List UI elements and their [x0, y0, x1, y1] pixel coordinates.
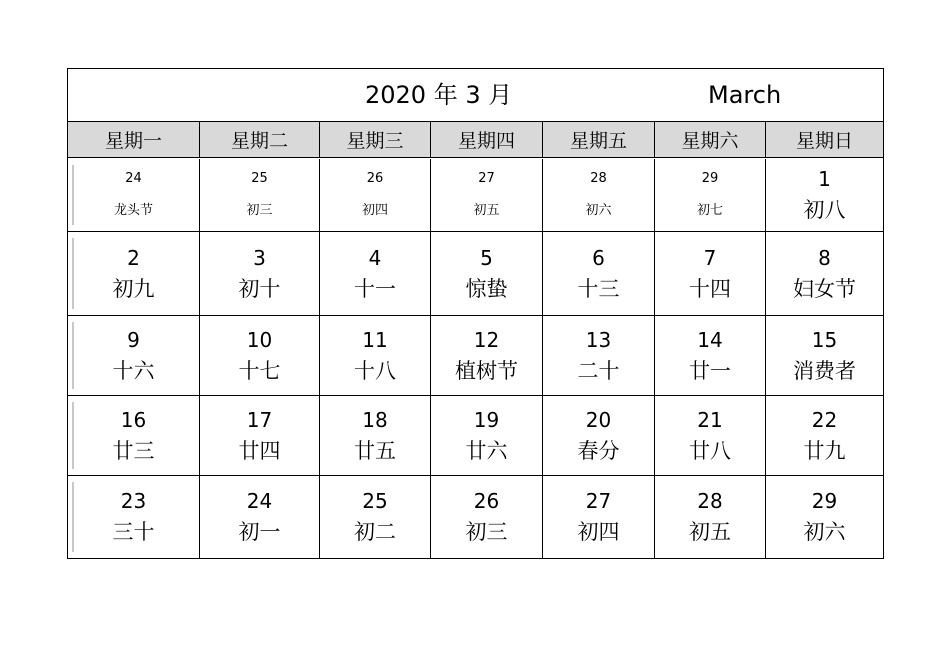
day-number: 20 [585, 407, 612, 432]
week-row [68, 159, 883, 232]
lunar-date: 植树节 [455, 358, 518, 383]
day-cell [766, 159, 883, 231]
day-number: 19 [473, 407, 500, 432]
weekday-label: 星期日 [795, 130, 853, 152]
day-cell [200, 476, 320, 558]
day-number: 26 [473, 489, 500, 513]
day-cell [431, 232, 543, 315]
day-number: 18 [362, 407, 388, 432]
day-number: 8 [818, 245, 831, 270]
lunar-date: 三十 [112, 520, 155, 544]
day-cell [431, 316, 543, 395]
day-cell [320, 476, 431, 558]
weekday-label: 星期二 [230, 130, 288, 152]
weekday-label: 星期五 [569, 130, 627, 152]
weekday-header-cell [766, 122, 883, 157]
day-cell [320, 396, 431, 475]
lunar-date: 十七 [238, 358, 281, 383]
week-row [68, 232, 883, 316]
day-cell [543, 316, 655, 395]
lunar-date: 初五 [689, 520, 731, 544]
day-cell [320, 159, 431, 231]
weekday-label: 星期四 [457, 130, 515, 152]
weekday-header-row [68, 122, 883, 158]
lunar-date: 二十 [577, 358, 620, 383]
day-number: 24 [246, 489, 273, 513]
day-number: 26 [366, 171, 384, 186]
weekday-label: 星期六 [681, 130, 739, 152]
day-cell [766, 476, 883, 558]
weekday-label: 星期三 [346, 130, 404, 152]
week-row [68, 316, 883, 396]
day-number: 28 [697, 489, 723, 513]
day-cell [68, 316, 200, 395]
lunar-date: 初三 [246, 203, 273, 218]
day-number: 23 [120, 489, 147, 513]
lunar-date: 十六 [112, 358, 155, 383]
day-cell [431, 159, 543, 231]
day-cell [431, 476, 543, 558]
day-cell [655, 476, 766, 558]
lunar-date: 廿四 [238, 438, 281, 463]
day-number: 16 [120, 407, 147, 432]
lunar-date: 初三 [465, 520, 508, 544]
lunar-date: 十四 [689, 276, 731, 301]
lunar-date: 十三 [577, 276, 620, 301]
day-number: 2 [127, 245, 140, 270]
day-number: 28 [590, 171, 607, 186]
day-cell [655, 232, 766, 315]
weekday-header-cell [200, 122, 320, 157]
day-number: 4 [368, 245, 382, 270]
day-number: 17 [246, 407, 273, 432]
lunar-date: 初七 [696, 203, 723, 218]
day-cell [655, 316, 766, 395]
lunar-date: 廿五 [354, 438, 396, 463]
lunar-date: 初一 [238, 520, 281, 544]
lunar-date: 廿三 [112, 438, 155, 463]
lunar-date: 十八 [354, 358, 396, 383]
day-number: 22 [811, 407, 838, 432]
day-number: 29 [701, 171, 719, 186]
day-cell [431, 396, 543, 475]
day-cell [543, 232, 655, 315]
weekday-header-cell [320, 122, 431, 157]
day-number: 6 [592, 245, 605, 270]
row-margin-rule [72, 165, 74, 225]
lunar-date: 初四 [577, 520, 620, 544]
day-cell [766, 232, 883, 315]
day-cell [68, 159, 200, 231]
lunar-date: 廿八 [689, 438, 731, 463]
weekday-header-cell [431, 122, 543, 157]
weekday-header-cell [68, 122, 200, 157]
day-number: 10 [246, 327, 273, 352]
day-cell [200, 396, 320, 475]
lunar-date: 廿九 [803, 438, 846, 463]
calendar-title-english: March [708, 81, 782, 109]
lunar-date: 廿一 [689, 358, 731, 383]
weekday-label: 星期一 [104, 130, 162, 152]
day-cell [320, 232, 431, 315]
lunar-date: 十一 [354, 276, 396, 301]
day-number: 3 [253, 245, 266, 270]
day-number: 9 [127, 327, 140, 352]
lunar-date: 龙头节 [113, 203, 153, 218]
lunar-date: 初六 [585, 203, 612, 218]
day-cell [68, 232, 200, 315]
day-number: 25 [251, 171, 268, 186]
lunar-date: 初八 [803, 198, 846, 222]
day-cell [320, 316, 431, 395]
day-number: 1 [818, 167, 831, 191]
day-cell [766, 396, 883, 475]
day-number: 15 [811, 327, 838, 352]
lunar-date: 初六 [803, 520, 846, 544]
day-number: 24 [125, 171, 142, 186]
lunar-date: 妇女节 [793, 276, 856, 301]
day-number: 12 [473, 327, 500, 352]
day-number: 27 [478, 171, 495, 186]
week-row [68, 476, 883, 558]
weekday-header-cell [543, 122, 655, 157]
day-cell [68, 396, 200, 475]
lunar-date: 初十 [238, 276, 281, 301]
lunar-date: 消费者 [793, 358, 856, 383]
row-margin-rule [72, 402, 74, 469]
calendar-title-row [68, 69, 883, 122]
day-cell [200, 316, 320, 395]
day-number: 14 [697, 327, 723, 352]
day-cell [543, 396, 655, 475]
lunar-date: 春分 [577, 438, 620, 463]
day-number: 27 [585, 489, 612, 513]
day-cell [543, 476, 655, 558]
week-row [68, 396, 883, 476]
day-cell [655, 159, 766, 231]
day-cell [200, 159, 320, 231]
lunar-date: 初四 [361, 203, 388, 218]
day-number: 21 [697, 407, 723, 432]
calendar-title-chinese: 2020 年 3 月 [365, 81, 513, 109]
day-number: 5 [480, 245, 493, 270]
calendar-table [67, 68, 884, 559]
row-margin-rule [72, 238, 74, 309]
row-margin-rule [72, 322, 74, 389]
weekday-header-cell [655, 122, 766, 157]
day-cell [655, 396, 766, 475]
day-cell [543, 159, 655, 231]
day-number: 13 [585, 327, 612, 352]
day-number: 11 [362, 327, 388, 352]
day-cell [200, 232, 320, 315]
lunar-date: 初五 [473, 203, 500, 218]
lunar-date: 初二 [354, 520, 396, 544]
lunar-date: 廿六 [465, 438, 508, 463]
day-number: 25 [362, 489, 388, 513]
lunar-date: 初九 [112, 276, 155, 301]
lunar-date: 惊蛰 [465, 276, 508, 301]
row-margin-rule [72, 482, 74, 552]
day-number: 7 [703, 245, 717, 270]
day-cell [68, 476, 200, 558]
day-number: 29 [811, 489, 838, 513]
day-cell [766, 316, 883, 395]
